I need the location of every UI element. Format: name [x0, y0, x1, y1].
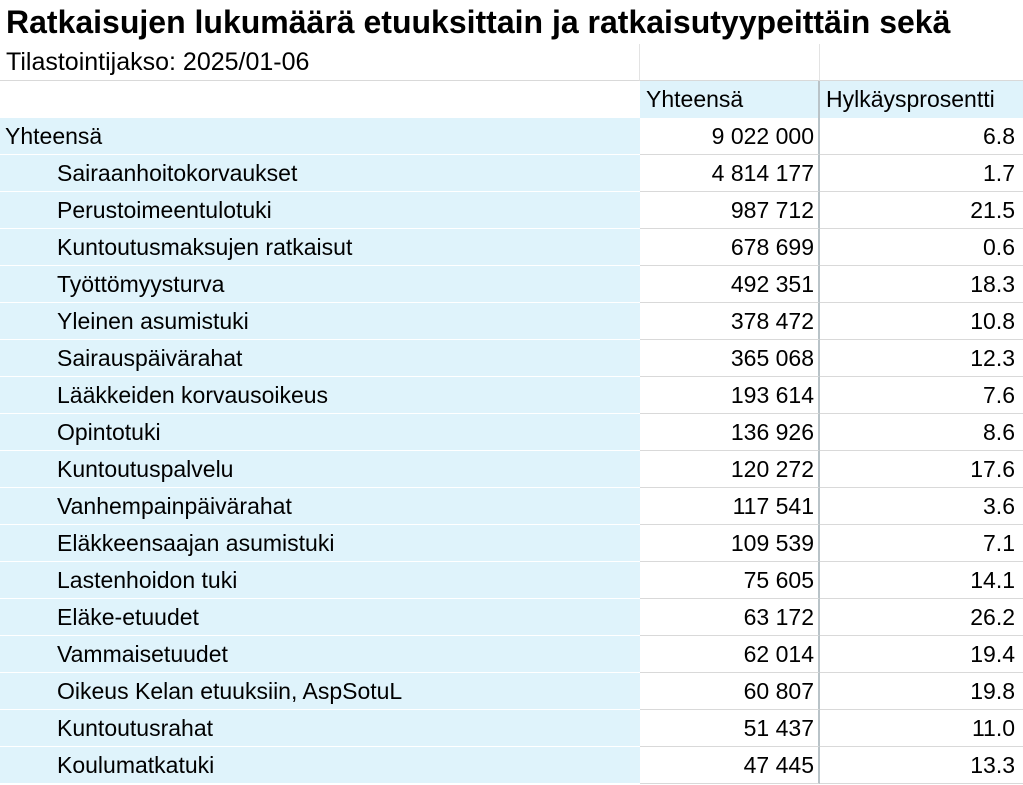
total-value: 136 926 [640, 414, 820, 451]
rejection-pct-value: 18.3 [820, 266, 1023, 303]
table-row[interactable] [0, 599, 1023, 636]
table-row[interactable] [0, 488, 1023, 525]
row-label: Työttömyysturva [0, 266, 640, 303]
total-value: 60 807 [640, 673, 820, 710]
rejection-pct-value: 12.3 [820, 340, 1023, 377]
row-label: Vanhempainpäivärahat [0, 488, 640, 525]
table-row[interactable] [0, 747, 1023, 784]
table-row[interactable] [0, 525, 1023, 562]
row-label: Sairaanhoitokorvaukset [0, 155, 640, 192]
rejection-pct-value: 1.7 [820, 155, 1023, 192]
total-value: 9 022 000 [640, 118, 820, 155]
rejection-pct-value: 17.6 [820, 451, 1023, 488]
row-label: Yhteensä [0, 118, 640, 155]
total-value: 492 351 [640, 266, 820, 303]
period-label: Tilastointijakso: 2025/01-06 [0, 44, 640, 81]
total-value: 378 472 [640, 303, 820, 340]
row-label: Eläkkeensaajan asumistuki [0, 525, 640, 562]
table-row[interactable] [0, 377, 1023, 414]
row-label: Kuntoutusmaksujen ratkaisut [0, 229, 640, 266]
rejection-pct-value: 7.6 [820, 377, 1023, 414]
column-header-total[interactable]: Yhteensä [640, 81, 820, 118]
total-value: 678 699 [640, 229, 820, 266]
row-label: Sairauspäivärahat [0, 340, 640, 377]
table-row[interactable] [0, 414, 1023, 451]
rejection-pct-value: 14.1 [820, 562, 1023, 599]
empty-cell [640, 44, 820, 81]
row-label: Perustoimeentulotuki [0, 192, 640, 229]
rejection-pct-value: 19.8 [820, 673, 1023, 710]
rejection-pct-value: 13.3 [820, 747, 1023, 784]
data-table [0, 44, 1023, 784]
row-label: Lääkkeiden korvausoikeus [0, 377, 640, 414]
report-title: Ratkaisujen lukumäärä etuuksittain ja ratkaisutyypeittäin sekä [6, 4, 951, 40]
table-row[interactable] [0, 303, 1023, 340]
row-label: Eläke-etuudet [0, 599, 640, 636]
table-row[interactable] [0, 710, 1023, 747]
row-label: Kuntoutuspalvelu [0, 451, 640, 488]
table-row[interactable] [0, 562, 1023, 599]
column-header-rejection-pct[interactable]: Hylkäysprosentti [820, 81, 1023, 118]
header-row [0, 81, 1023, 118]
total-value: 193 614 [640, 377, 820, 414]
table-row[interactable] [0, 192, 1023, 229]
table-row[interactable] [0, 451, 1023, 488]
total-value: 51 437 [640, 710, 820, 747]
row-label: Lastenhoidon tuki [0, 562, 640, 599]
table-row[interactable] [0, 229, 1023, 266]
rejection-pct-value: 10.8 [820, 303, 1023, 340]
rejection-pct-value: 26.2 [820, 599, 1023, 636]
rejection-pct-value: 6.8 [820, 118, 1023, 155]
header-corner [0, 81, 640, 118]
total-value: 109 539 [640, 525, 820, 562]
rejection-pct-value: 0.6 [820, 229, 1023, 266]
row-label: Kuntoutusrahat [0, 710, 640, 747]
row-label: Opintotuki [0, 414, 640, 451]
total-value: 62 014 [640, 636, 820, 673]
total-value: 4 814 177 [640, 155, 820, 192]
rejection-pct-value: 19.4 [820, 636, 1023, 673]
rejection-pct-value: 3.6 [820, 488, 1023, 525]
table-row[interactable] [0, 636, 1023, 673]
total-value: 365 068 [640, 340, 820, 377]
row-label: Yleinen asumistuki [0, 303, 640, 340]
rejection-pct-value: 21.5 [820, 192, 1023, 229]
table-row[interactable] [0, 673, 1023, 710]
total-value: 75 605 [640, 562, 820, 599]
empty-cell [820, 44, 1023, 81]
total-value: 987 712 [640, 192, 820, 229]
row-label: Oikeus Kelan etuuksiin, AspSotuL [0, 673, 640, 710]
total-value: 120 272 [640, 451, 820, 488]
table-row[interactable] [0, 266, 1023, 303]
rejection-pct-value: 11.0 [820, 710, 1023, 747]
table-body [0, 118, 1023, 784]
table-row[interactable] [0, 340, 1023, 377]
rejection-pct-value: 7.1 [820, 525, 1023, 562]
table-row[interactable] [0, 118, 1023, 155]
subtitle-row [0, 44, 1023, 81]
row-label: Koulumatkatuki [0, 747, 640, 784]
total-value: 117 541 [640, 488, 820, 525]
total-value: 47 445 [640, 747, 820, 784]
rejection-pct-value: 8.6 [820, 414, 1023, 451]
row-label: Vammaisetuudet [0, 636, 640, 673]
table-row[interactable] [0, 155, 1023, 192]
total-value: 63 172 [640, 599, 820, 636]
